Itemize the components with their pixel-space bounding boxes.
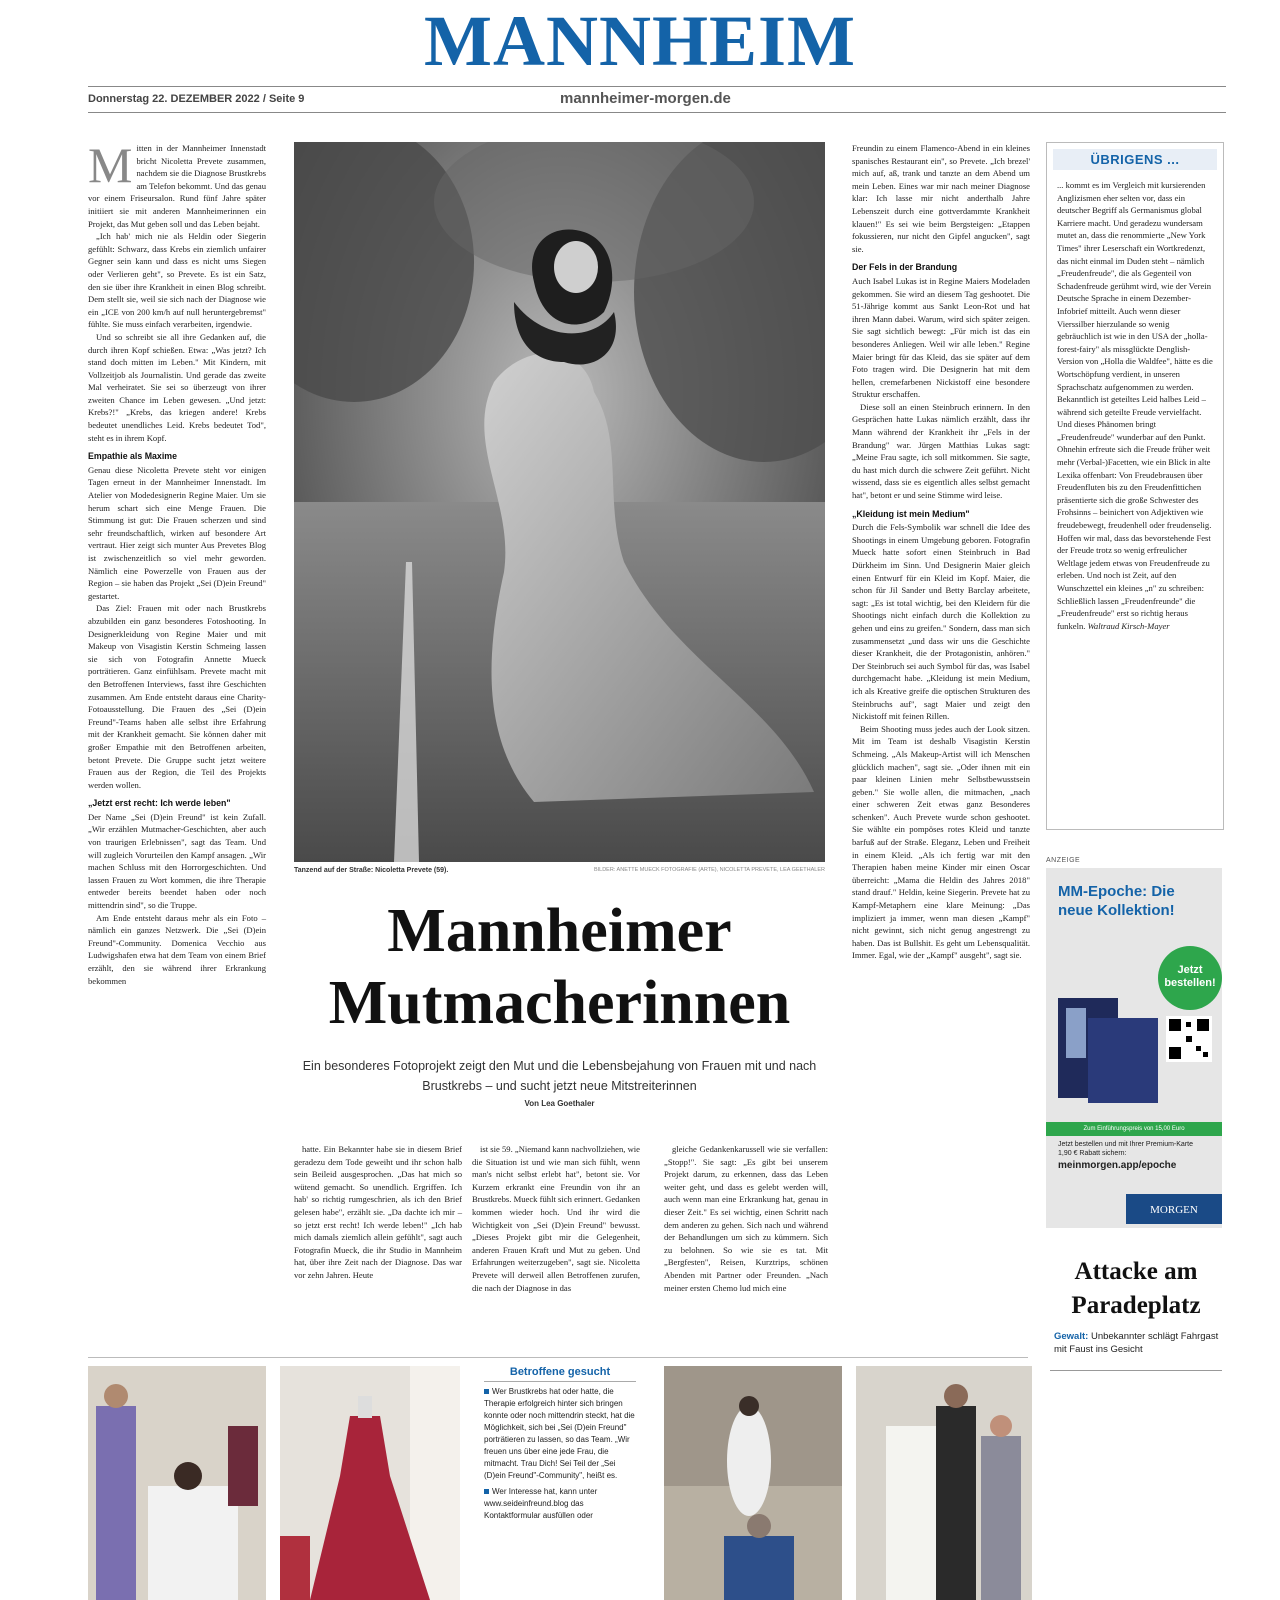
main-photo	[294, 142, 825, 862]
drop-cap: M	[88, 137, 133, 193]
subheading: Empathie als Maxime	[88, 451, 177, 462]
photo-red-dress-scene	[280, 1366, 460, 1600]
paragraph: Der Name „Sei (D)ein Freund" ist kein Zufall. „Wir erzählen Mutmacher-Geschichten, aber auch von traurigen Erlebnissen", sagt das Team. Und will zugleich Vorurteilen den Kampf ansagen. „Wir machen Schluss mit den Horrorgeschichten. Und lassen Frauen zu Wort kommen, die ihre Therapie entweder bereits beendet haben oder noch mittendrin sind", so die Truppe.	[88, 811, 266, 911]
newspaper-title: MANNHEIM	[424, 1, 856, 81]
photo-makeup	[88, 1366, 266, 1600]
right-story-subline	[1054, 1330, 1222, 1356]
headline	[294, 895, 825, 1039]
qr-code-icon	[1166, 1016, 1212, 1062]
uebrigens-box	[1046, 142, 1224, 830]
info-box	[484, 1366, 636, 1600]
box-body: ... kommt es im Vergleich mit kursierenden Anglizismen eher selten vor, dass ein deutscher Begriff als Germanismus global Karriere macht. Und geradezu wundersam mutet an, dass die renommierte „New York Times" ihrer Leserschaft ein Wortkredenzt, das nicht einmal im Duden steht – nämlich „Freudenfreude", die als Gegenteil von Schadenfreude gerühmt wird, wie der Verein Deutsche Sprache in einem Dezember-Infobrief mitteilt. Auch wenn dieser Vierssilber hierzulande so wenig gebräuchlich ist wie in den USA der „holla-forest-fairy" als missglückte Denglish-Version von „Holla die Waldfee", hätte es die Wortschöpfung verdient, in unseren Sprachschatz aufgenommen zu werden. Bekanntlich ist geteiltes Leid halbes Leid – während sich geteilte Freude vervielfacht. Und dieses Phänomen bringt „Freudenfreude" wunderbar auf den Punkt. Ohnehin erfreute sich die Freude früher weit mehr (Verbal-)Facetten, wie ein Blick in alte Lexika offenbart: Von Freudebrausen über Freudenfluten bis zu den Freudenfittichen präsentierte sich die große Schwester des Frohsinns – beinichert von Adjektiven wie freudebewegt, freudenhell oder freudenselig. Hoffen wir mal, dass das bevorstehende Fest der Freude trotz so wenig erfreulicher Weltlage jedem etwas von Freudenfreude zu erleben. Und noch ist Zeit, auf den Wunschzettel ein kleines „n" zu schreiben: Schließlich lassen „Freudenfreunde" die „Freudenfreude" erst so richtig heraus funkeln.	[1057, 180, 1213, 631]
ad-price-bar: Zum Einführungspreis von 15,00 Euro	[1046, 1122, 1222, 1136]
photo-quarry	[664, 1366, 842, 1600]
subheadline: Ein besonderes Fotoprojekt zeigt den Mut und die Lebensbejahung von Frauen mit und nach Brustkrebs – und sucht jetzt neue Mitstreiterinnen	[302, 1059, 817, 1093]
photo-red-dress	[280, 1366, 460, 1600]
right-story-headline: Attacke am Paradeplatz	[1071, 1258, 1201, 1319]
paragraph: Durch die Fels-Symbolik war schnell die Idee des Shootings in einem Umgebung geboren. Fotografin Mueck hatte sofort einen Steinbruch in Bad Dürkheim im Sinn. Und Designerin Maier gleich einen Entwurf für ein Kleid im Kopf. Maier, die schon für Jil Sander und Betty Barclay arbeitete, sagt: „Es ist total wichtig, bei den Kleidern für die Shootings nicht einfach durch die Kollektion zu gehen und eins zu greifen." Sondern, dass man sich zusammensetzt „und dass wir uns die Geschichte dieser Krankheit, die der Protagonistin, anhören." Der Steinbruch sei auch Symbol für das, was Isabel durchgemacht habe. „Kleidung ist mein Medium, ich als Kreative greife die optischen Strukturen des Steinbruchs auf", sagt Maier und zeigt den Nickistoff mit feinen Rillen.	[852, 522, 1030, 722]
photo-dancing-woman	[294, 142, 825, 862]
ad-title: MM-Epoche: Die neue Kollektion!	[1058, 883, 1175, 919]
paragraph: gleiche Gedankenkarussell wie sie verfallen: „Stopp!". Sie sagt: „Es gibt bei unserem Projekt darum, zu erkennen, dass das Leben weiter geht, und dass es gelebt werden will, auch wenn man eine Erkrankung hat, genau in dieser Zeit." Es sei wichtig, einen Schritt nach dem anderen zu gehen. Sich nach und während der Behandlungen um sich zu kümmern. Sich zu belohnen. So wie sie es tat. Mit „Bergfesten", Reisen, Kurztrips, schönen Abenden mit Partner oder Freunden. „Nach meiner ersten Chemo lud mich eine	[664, 1144, 828, 1293]
paragraph: Auch Isabel Lukas ist in Regine Maiers Modeladen gekommen. Sie wird an diesem Tag geshootet. Die 51-Jährige kommt aus Sankt Leon-Rot und hat ihren Mann dabei. Warum, wird sich später zeigen. Sie sagt sichtlich bewegt: „Für mich ist das ein besonderes Anliegen. Weil wir alle leben." Regine Maier bringt für das Kleid, das sie später auf dem Foto tragen wird. Die Designerin hat mit dem hellen, cremefarbenen Nickistoff eine besondere Struktur erschaffen.	[852, 275, 1030, 400]
paragraph: Genau diese Nicoletta Prevete steht vor einigen Tagen erneut in der Mannheimer Innenstadt. Im Atelier von Modedesignerin Regine Maier. Um sie herum schart sich eine Menge Frauen. Die Stimmung ist gut: Die Frauen scherzen und sind sehr freundschaftlich, wirken auf besondere Art vertraut. Hier zeigt sich munter Aus Prevetes Blog ist zwischenzeitlich so viel mehr geworden. Nämlich eine Powerzelle von Frauen aus der Region – sie haben das Projekt „Sei (D)ein Freund" gestartet.	[88, 464, 266, 601]
bullet-icon	[484, 1389, 489, 1394]
photo-credit: BILDER: ANETTE MUECK FOTOGRAFIE (ARTE), NICOLETTA PREVETE, LEA GEETHALER	[593, 867, 825, 873]
box-title: ÜBRIGENS ...	[1053, 149, 1217, 170]
info-box-text-2	[484, 1486, 636, 1522]
article-column-bottom-1	[294, 1143, 462, 1282]
photo-fitting-scene	[856, 1366, 1032, 1600]
headline-line-2: Mutmacherinnen	[328, 969, 791, 1037]
info-box-title: Betroffene gesucht	[484, 1366, 636, 1382]
paragraph: Am Ende entsteht daraus mehr als ein Foto – nämlich ein ganzes Netzwerk. Die „Sei (D)ein Freund"-Community. Domenica Vecchio aus Ludwigshafen etwa hat dem Team von einem Brief erzählt, den sie während ihrer Erkrankung bekommen	[88, 912, 266, 986]
paragraph: Freundin zu einem Flamenco-Abend in ein kleines spanisches Restaurant ein", so Prevete. „Ich brezel' mich auf, aß, trank und tanzte an dem Abend um mein Leben. Eines war mir nach meiner Diagnose klar: Ich lasse mir nicht anderthalb Jahre Lebenszeit durch eine gottverdammte Krankheit klauen!" Es sei wie beim Bergsteigen: „Etappen fokussieren, nur nicht den Gipfel angucken", sagt sie.	[852, 143, 1030, 254]
books-image	[1058, 988, 1168, 1108]
divider	[88, 112, 1226, 113]
article-column-bottom-3	[664, 1143, 828, 1294]
divider	[88, 86, 1226, 87]
dateline: Donnerstag 22. DEZEMBER 2022 / Seite 9	[88, 93, 305, 105]
site-url[interactable]: mannheimer-morgen.de	[560, 90, 731, 107]
caption-text: Tanzend auf der Straße: Nicoletta Prevete (59).	[294, 867, 449, 874]
info-text: Wer Brustkrebs hat oder hatte, die Therapie erfolgreich hinter sich bringen konnte oder noch mittendrin steckt, hat die Möglichkeit, sich bei „Sei (D)ein Freund" porträtieren zu lassen, so das Team. „Wir freuen uns über eine jede Frau, die mitmacht. Trau Dich! Sei Teil der „Sei (D)ein Freund"-Community", heißt es.	[484, 1387, 635, 1480]
info-text: Wer Interesse hat, kann unter www.seideinfreund.blog das Kontaktformular ausfüllen oder	[484, 1487, 598, 1520]
ad-label: ANZEIGE	[1046, 857, 1081, 864]
paragraph: Das Ziel: Frauen mit oder nach Brustkrebs abzubilden ein ganz besonderes Fotoshooting. In Designerkleidung von Regine Maier und mit Makeup von Visagistin Kerstin Schmeing lassen sie sich von Fotografin Annette Mueck porträtieren. Ganz einfühlsam. Prevete macht mit den Betroffenen Interviews, fasst ihre Geschichten zusammen. Am Ende entsteht daraus eine Charity-Fotoausstellung. Die Frauen des „Sei (D)ein Freund"-Teams haben alle selbst ihre Erfahrung mit der Krankheit gemacht. Sie können daher mit großer Empathie mit den Betroffenen arbeiten, betont Prevete. Die Gruppe sucht jetzt weitere Frauen aus der Region, die Teil des Projekts werden wollen.	[88, 603, 266, 790]
paragraph: Diese soll an einen Steinbruch erinnern. In den Gesprächen hatte Lukas nämlich erzählt, dass ihr Mann während der Krankheit ihr „Fels in der Brandung" war. Jürgen Matthias Lukas sagt: „Meine Frau sagte, ich soll mitkommen. Sie sagte, du hast mich durch die schwere Zeit geführt. Nicht wissend, dass sie es eigentlich alles selbst gemacht hat", betont er und seine Stimme wird leise.	[852, 401, 1030, 501]
article-column-1	[88, 137, 266, 987]
divider	[1050, 1370, 1222, 1371]
paragraph: itten in der Mannheimer Innenstadt bricht Nicoletta Prevete zusammen, nachdem sie die Diagnose Brustkrebs am Telefon bekommt. Und das genau vor einem Friseursalon. Rund fünf Jahre später initiiert sie mit anderen Mannheimerinnen ein Projekt, das Mut geben soll und das Leben bejaht.	[88, 143, 266, 229]
ad-url[interactable]: meinmorgen.app/epoche	[1058, 1160, 1177, 1171]
photo-fitting	[856, 1366, 1032, 1600]
subheading: „Jetzt erst recht: Ich werde leben"	[88, 798, 231, 809]
paragraph: ist sie 59. „Niemand kann nachvollziehen, wie die Situation ist und wie man sich fühlt, wenn man's nicht selbst erlebt hat", betont sie. Vor Kurzem erkrankt eine Freundin von ihr an Brustkrebs. Mueck fühlt sich erinnert. Gedanken kommen wieder hoch. Und ihr wird die Wichtigkeit von „Sei (D)ein Freund" bewusst. „Dieses Projekt gibt mir die Gelegenheit, anderen Frauen Kraft und Mut zu geben. Und Erfahrungen weiterzugeben", sagt sie. Nicoletta Prevete will derweil allen Betroffenen zurufen, die nach der Diagnose in das	[472, 1144, 640, 1293]
box-author: Waltraud Kirsch-Mayer	[1087, 620, 1170, 631]
subheading: Der Fels in der Brandung	[852, 262, 958, 273]
article-column-3	[852, 142, 1030, 962]
ad-small-text: Jetzt bestellen und mit Ihrer Premium-Karte 1,90 € Rabatt sichern:	[1058, 1141, 1193, 1157]
ad-badge: Jetzt bestellen!	[1158, 946, 1222, 1010]
advertisement[interactable]	[1046, 868, 1222, 1228]
subheading: „Kleidung ist mein Medium"	[852, 508, 970, 519]
divider	[88, 1357, 1028, 1358]
masthead	[0, 0, 1280, 80]
bullet-icon	[484, 1489, 489, 1494]
right-story-kicker: Gewalt:	[1054, 1331, 1089, 1342]
article-column-bottom-2	[472, 1143, 640, 1294]
box-text	[1057, 179, 1213, 632]
photo-makeup-scene	[88, 1366, 266, 1600]
morgen-logo: MORGEN	[1126, 1194, 1222, 1224]
byline: Von Lea Goethaler	[524, 1099, 595, 1108]
paragraph: hatte. Ein Bekannter habe sie in diesem Brief geradezu dem Tode geweiht und ihr schon halb sein Beileid ausgesprochen. „Das hat mich so wütend gemacht. So unendlich. Ergriffen. Ich hab' so richtig rumgeschrien, als ich den Brief gelesen habe", erzählt sie. „Da dachte ich mir – so jetzt erst recht! Ich werde leben!" „Ich hab mich damals ziemlich allein gefühlt", sagt auch Fotografin Mueck, die ihr Studio in Mannheim hat, über ihre Zeit nach der Diagnose. Das war vor zehn Jahren. Heute	[294, 1144, 462, 1280]
headline-line-1: Mannheimer	[387, 897, 732, 965]
paragraph: „Ich hab' mich nie als Heldin oder Siegerin gefühlt: Schwarz, dass Krebs ein ziemlich unfairer Gegner sein kann und dass es nicht ums Siegen oder Verlieren geht", so Prevete. Es ist ein Satz, den sie über ihre Krankheit in einen Blog schreibt. Dem stellt sie, weil sie sich nach der Diagnose wie ein „ICE von 200 km/h auf null heruntergebremst" fühlte. Sie muss einfach verarbeiten, irgendwie.	[88, 231, 266, 330]
info-box-text-1	[484, 1386, 636, 1482]
right-story-sub: Unbekannter schlägt Fahrgast mit Faust ins Gesicht	[1054, 1331, 1219, 1355]
paragraph: Beim Shooting muss jedes auch der Look sitzen. Mit im Team ist deshalb Visagistin Kerstin Schmeing. „Als Makeup-Artist will ich Menschen glücklich machen", sagt sie. „Oder ihnen mit ein paar kleinen Linien mehr Selbstbewusstsein geben." Sie wolle allen, die mitmachen, „nach einer schweren Zeit etwas ganz Besonderes schenken". Auch Prevete wurde schon geshootet. Sie wählte ein pompöses rotes Kleid und tanzte barfuß auf der Straße. Eleganz, Leben und Freiheit in einem Kleid. „Als ich fertig war mit den Therapien haben meine Kinder mir einen Oscar überreicht: „Mama die Heldin des Jahres 2018" stand drauf." Heldin, keine Siegerin. Prevete hat zu Kampf-Metaphern eine klare Meinung: „Das impliziert ja immer, wenn man diesen „Kampf" nicht gewinnt, sich nicht genug angestrengt zu haben. Das ist Bullshit. Es geht um Lebensqualität. Immer. Egal, wie der „Kampf" ausgeht", sagt sie.	[852, 723, 1030, 961]
paragraph: Und so schreibt sie all ihre Gedanken auf, die durch ihren Kopf schießen. Etwa: „Was jetzt? Ich stand doch mitten im Leben." Mit Kindern, mit Vollzeitjob als Journalistin. Und gerade das zweite Mal verheiratet. Sie sei so überzeugt von ihrer zweiten Chance im Leben gewesen. „Und jetzt: Krebs?!" „Krebs, das kriegen andere! Krebs bedeutet unendliches Leid. Krebs bedeutet Tod", steht es in ihrem Kopf.	[88, 331, 266, 443]
photo-caption	[294, 867, 825, 874]
photo-quarry-scene	[664, 1366, 842, 1600]
